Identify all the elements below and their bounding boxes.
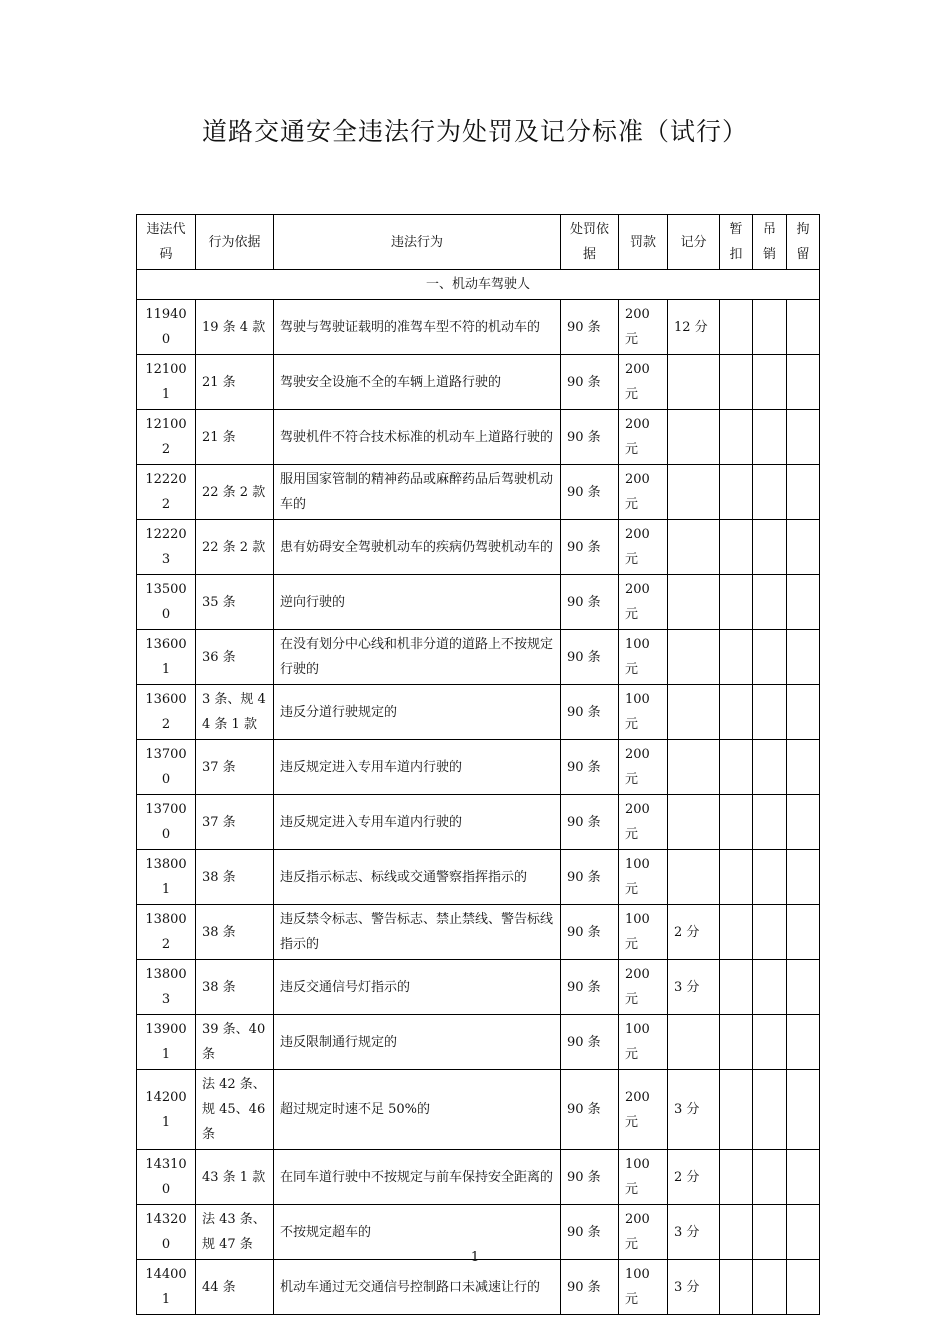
cell-code: 143100 xyxy=(137,1150,196,1205)
cell-code: 138003 xyxy=(137,960,196,1015)
cell-custody xyxy=(787,1150,820,1205)
cell-points xyxy=(668,465,720,520)
cell-revoke xyxy=(753,520,787,575)
cell-code: 122203 xyxy=(137,520,196,575)
cell-custody xyxy=(787,685,820,740)
cell-fine: 100 元 xyxy=(619,1150,668,1205)
cell-behavior: 违反禁令标志、警告标志、禁止禁线、警告标线指示的 xyxy=(274,905,561,960)
table-row xyxy=(137,1260,820,1315)
cell-penalty-basis: 90 条 xyxy=(561,905,619,960)
cell-revoke xyxy=(753,850,787,905)
cell-custody xyxy=(787,300,820,355)
page-number: 1 xyxy=(470,1250,480,1265)
cell-penalty-basis: 90 条 xyxy=(561,410,619,465)
cell-revoke xyxy=(753,1070,787,1150)
header-fine: 罚款 xyxy=(619,215,668,270)
cell-custody xyxy=(787,355,820,410)
cell-points xyxy=(668,1015,720,1070)
cell-code: 119400 xyxy=(137,300,196,355)
cell-detain xyxy=(720,355,753,410)
cell-points: 3 分 xyxy=(668,1205,720,1260)
table-row xyxy=(137,905,820,960)
cell-fine: 200 元 xyxy=(619,355,668,410)
cell-code: 136002 xyxy=(137,685,196,740)
cell-custody xyxy=(787,630,820,685)
cell-custody xyxy=(787,905,820,960)
cell-code: 122202 xyxy=(137,465,196,520)
cell-basis: 35 条 xyxy=(196,575,274,630)
cell-custody xyxy=(787,465,820,520)
cell-basis: 38 条 xyxy=(196,905,274,960)
cell-penalty-basis: 90 条 xyxy=(561,740,619,795)
cell-detain xyxy=(720,465,753,520)
cell-custody xyxy=(787,575,820,630)
cell-fine: 100 元 xyxy=(619,905,668,960)
table-row xyxy=(137,630,820,685)
cell-basis: 22 条 2 款 xyxy=(196,520,274,575)
cell-points: 12 分 xyxy=(668,300,720,355)
cell-fine: 200 元 xyxy=(619,410,668,465)
cell-basis: 39 条、40 条 xyxy=(196,1015,274,1070)
cell-penalty-basis: 90 条 xyxy=(561,465,619,520)
cell-behavior: 驾驶机件不符合技术标准的机动车上道路行驶的 xyxy=(274,410,561,465)
table-row xyxy=(137,410,820,465)
cell-points xyxy=(668,740,720,795)
cell-penalty-basis: 90 条 xyxy=(561,1205,619,1260)
cell-revoke xyxy=(753,960,787,1015)
cell-penalty-basis: 90 条 xyxy=(561,1260,619,1315)
cell-basis: 法 42 条、规 45、46 条 xyxy=(196,1070,274,1150)
cell-points xyxy=(668,630,720,685)
cell-penalty-basis: 90 条 xyxy=(561,1070,619,1150)
cell-custody xyxy=(787,410,820,465)
cell-penalty-basis: 90 条 xyxy=(561,795,619,850)
cell-points xyxy=(668,685,720,740)
cell-fine: 200 元 xyxy=(619,1205,668,1260)
cell-code: 144001 xyxy=(137,1260,196,1315)
header-row xyxy=(137,215,820,270)
cell-custody xyxy=(787,1260,820,1315)
cell-fine: 200 元 xyxy=(619,520,668,575)
cell-basis: 37 条 xyxy=(196,795,274,850)
cell-behavior: 违反指示标志、标线或交通警察指挥指示的 xyxy=(274,850,561,905)
table-row xyxy=(137,520,820,575)
cell-behavior: 违反限制通行规定的 xyxy=(274,1015,561,1070)
table-row xyxy=(137,1150,820,1205)
header-revoke: 吊销 xyxy=(753,215,787,270)
cell-fine: 200 元 xyxy=(619,465,668,520)
cell-revoke xyxy=(753,1015,787,1070)
cell-code: 137000 xyxy=(137,740,196,795)
cell-detain xyxy=(720,795,753,850)
cell-fine: 100 元 xyxy=(619,850,668,905)
cell-fine: 200 元 xyxy=(619,1070,668,1150)
cell-basis: 21 条 xyxy=(196,410,274,465)
cell-code: 136001 xyxy=(137,630,196,685)
cell-detain xyxy=(720,905,753,960)
cell-penalty-basis: 90 条 xyxy=(561,960,619,1015)
cell-revoke xyxy=(753,795,787,850)
cell-custody xyxy=(787,960,820,1015)
cell-basis: 法 43 条、规 47 条 xyxy=(196,1205,274,1260)
cell-basis: 22 条 2 款 xyxy=(196,465,274,520)
cell-code: 139001 xyxy=(137,1015,196,1070)
cell-code: 121002 xyxy=(137,410,196,465)
cell-basis: 43 条 1 款 xyxy=(196,1150,274,1205)
cell-points xyxy=(668,410,720,465)
cell-detain xyxy=(720,410,753,465)
cell-revoke xyxy=(753,685,787,740)
cell-points: 2 分 xyxy=(668,1150,720,1205)
cell-points: 3 分 xyxy=(668,1260,720,1315)
header-custody: 拘留 xyxy=(787,215,820,270)
cell-code: 138001 xyxy=(137,850,196,905)
cell-fine: 200 元 xyxy=(619,960,668,1015)
table-row xyxy=(137,355,820,410)
cell-basis: 38 条 xyxy=(196,960,274,1015)
cell-revoke xyxy=(753,355,787,410)
cell-basis: 19 条 4 款 xyxy=(196,300,274,355)
cell-detain xyxy=(720,960,753,1015)
cell-custody xyxy=(787,1070,820,1150)
cell-penalty-basis: 90 条 xyxy=(561,630,619,685)
cell-points xyxy=(668,355,720,410)
cell-custody xyxy=(787,1015,820,1070)
cell-fine: 200 元 xyxy=(619,300,668,355)
cell-revoke xyxy=(753,575,787,630)
cell-points xyxy=(668,850,720,905)
cell-behavior: 驾驶与驾驶证载明的准驾车型不符的机动车的 xyxy=(274,300,561,355)
cell-custody xyxy=(787,795,820,850)
cell-code: 121001 xyxy=(137,355,196,410)
cell-detain xyxy=(720,630,753,685)
cell-behavior: 不按规定超车的 xyxy=(274,1205,561,1260)
cell-points xyxy=(668,795,720,850)
cell-custody xyxy=(787,740,820,795)
cell-penalty-basis: 90 条 xyxy=(561,1150,619,1205)
cell-revoke xyxy=(753,905,787,960)
cell-basis: 21 条 xyxy=(196,355,274,410)
cell-behavior: 在没有划分中心线和机非分道的道路上不按规定行驶的 xyxy=(274,630,561,685)
cell-detain xyxy=(720,685,753,740)
cell-behavior: 违反分道行驶规定的 xyxy=(274,685,561,740)
cell-behavior: 超过规定时速不足 50%的 xyxy=(274,1070,561,1150)
cell-behavior: 违反交通信号灯指示的 xyxy=(274,960,561,1015)
header-behavior: 违法行为 xyxy=(274,215,561,270)
cell-basis: 38 条 xyxy=(196,850,274,905)
table-row xyxy=(137,575,820,630)
cell-points xyxy=(668,520,720,575)
table-row xyxy=(137,960,820,1015)
cell-fine: 100 元 xyxy=(619,630,668,685)
header-basis: 行为依据 xyxy=(196,215,274,270)
cell-fine: 100 元 xyxy=(619,1260,668,1315)
cell-detain xyxy=(720,300,753,355)
cell-revoke xyxy=(753,740,787,795)
cell-penalty-basis: 90 条 xyxy=(561,355,619,410)
cell-penalty-basis: 90 条 xyxy=(561,300,619,355)
cell-fine: 100 元 xyxy=(619,1015,668,1070)
cell-revoke xyxy=(753,300,787,355)
cell-detain xyxy=(720,1260,753,1315)
table-row xyxy=(137,465,820,520)
table-row xyxy=(137,300,820,355)
cell-behavior: 服用国家管制的精神药品或麻醉药品后驾驶机动车的 xyxy=(274,465,561,520)
cell-basis: 3 条、规 44 条 1 款 xyxy=(196,685,274,740)
cell-code: 142001 xyxy=(137,1070,196,1150)
cell-penalty-basis: 90 条 xyxy=(561,520,619,575)
cell-detain xyxy=(720,1150,753,1205)
cell-detain xyxy=(720,740,753,795)
cell-code: 135000 xyxy=(137,575,196,630)
section-row xyxy=(137,270,820,300)
header-points: 记分 xyxy=(668,215,720,270)
cell-penalty-basis: 90 条 xyxy=(561,575,619,630)
cell-fine: 100 元 xyxy=(619,685,668,740)
cell-custody xyxy=(787,850,820,905)
cell-detain xyxy=(720,1070,753,1150)
cell-fine: 200 元 xyxy=(619,740,668,795)
cell-revoke xyxy=(753,465,787,520)
table-row xyxy=(137,1070,820,1150)
header-code: 违法代码 xyxy=(137,215,196,270)
cell-behavior: 逆向行驶的 xyxy=(274,575,561,630)
cell-code: 143200 xyxy=(137,1205,196,1260)
cell-detain xyxy=(720,850,753,905)
cell-custody xyxy=(787,520,820,575)
table-row xyxy=(137,740,820,795)
cell-revoke xyxy=(753,630,787,685)
cell-revoke xyxy=(753,410,787,465)
cell-revoke xyxy=(753,1150,787,1205)
cell-penalty-basis: 90 条 xyxy=(561,685,619,740)
section-title: 一、机动车驾驶人 xyxy=(137,270,820,300)
cell-code: 138002 xyxy=(137,905,196,960)
header-detain: 暂扣 xyxy=(720,215,753,270)
cell-penalty-basis: 90 条 xyxy=(561,1015,619,1070)
cell-points xyxy=(668,575,720,630)
table-row xyxy=(137,685,820,740)
table-row xyxy=(137,850,820,905)
cell-basis: 37 条 xyxy=(196,740,274,795)
cell-points: 3 分 xyxy=(668,1070,720,1150)
cell-penalty-basis: 90 条 xyxy=(561,850,619,905)
cell-basis: 44 条 xyxy=(196,1260,274,1315)
cell-code: 137000 xyxy=(137,795,196,850)
cell-behavior: 在同车道行驶中不按规定与前车保持安全距离的 xyxy=(274,1150,561,1205)
header-penalty-basis: 处罚依据 xyxy=(561,215,619,270)
table-row xyxy=(137,1015,820,1070)
cell-points: 3 分 xyxy=(668,960,720,1015)
table-row xyxy=(137,795,820,850)
cell-revoke xyxy=(753,1260,787,1315)
cell-points: 2 分 xyxy=(668,905,720,960)
cell-fine: 200 元 xyxy=(619,575,668,630)
cell-detain xyxy=(720,575,753,630)
cell-behavior: 驾驶安全设施不全的车辆上道路行驶的 xyxy=(274,355,561,410)
cell-fine: 200 元 xyxy=(619,795,668,850)
page-title: 道路交通安全违法行为处罚及记分标准（试行） xyxy=(201,117,748,146)
cell-detain xyxy=(720,520,753,575)
penalty-table xyxy=(136,214,820,1315)
cell-detain xyxy=(720,1015,753,1070)
cell-behavior: 违反规定进入专用车道内行驶的 xyxy=(274,740,561,795)
cell-basis: 36 条 xyxy=(196,630,274,685)
cell-behavior: 机动车通过无交通信号控制路口未减速让行的 xyxy=(274,1260,561,1315)
cell-behavior: 违反规定进入专用车道内行驶的 xyxy=(274,795,561,850)
cell-behavior: 患有妨碍安全驾驶机动车的疾病仍驾驶机动车的 xyxy=(274,520,561,575)
